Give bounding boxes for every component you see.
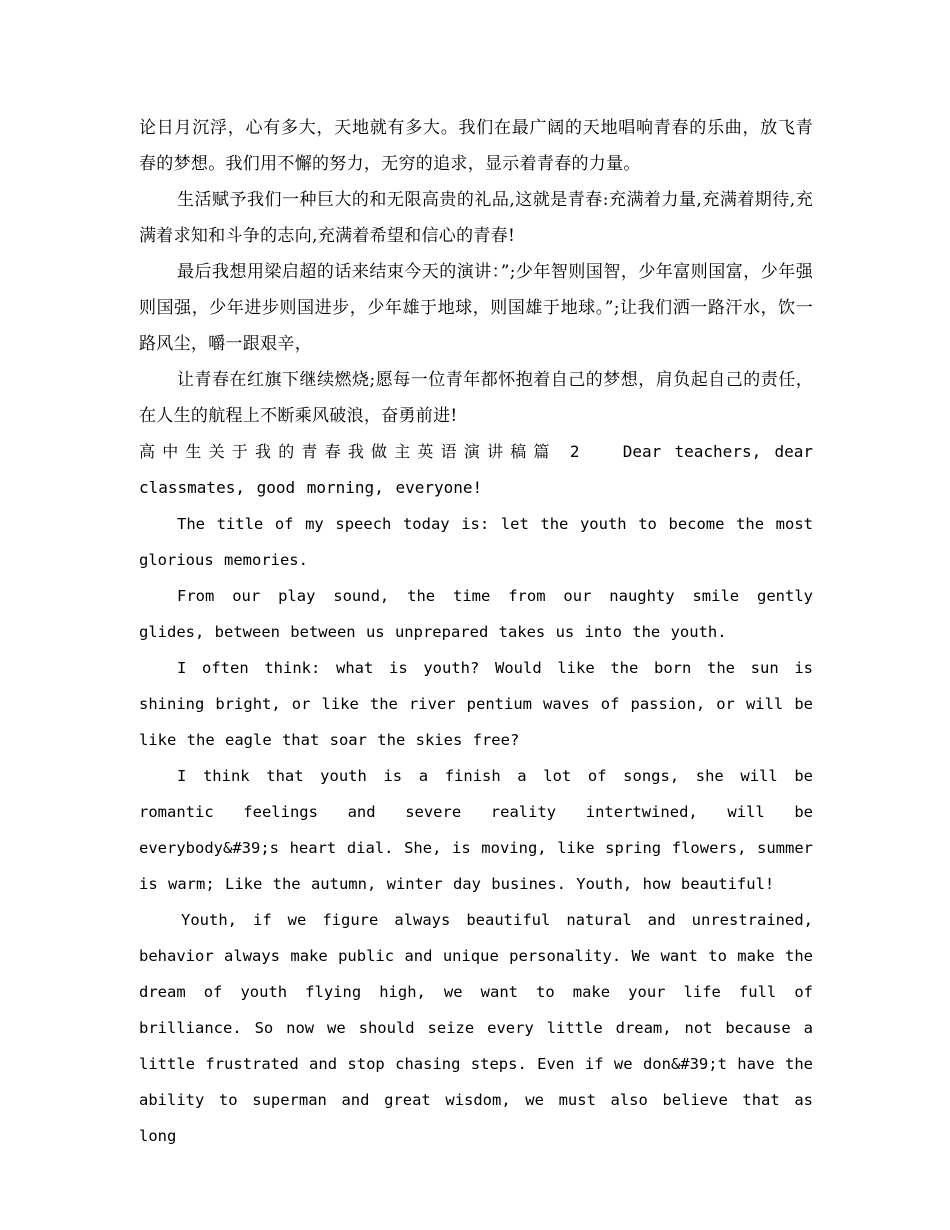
paragraph-en-1: The title of my speech today is: let the youth to become the most glorious memories. <box>139 515 813 569</box>
paragraph-zh-2: 生活赋予我们一种巨大的和无限高贵的礼品,这就是青春:充满着力量,充满着期待,充满着求知和斗争的志向,充满着希望和信心的青春! <box>139 190 813 246</box>
document-page <box>139 110 813 1154</box>
greeting-text: Dear teachers, dear classmates, good morning, everyone! <box>139 442 813 497</box>
paragraph-en-2: From our play sound, the time from our naughty smile gently glides, between between us unprepared takes us into the youth. <box>139 587 813 641</box>
section-heading <box>139 434 813 506</box>
paragraph-en-3: I often think: what is youth? Would like the born the sun is shining bright, or like the river pentium waves of passion, or will be like the eagle that soar the skies free? <box>139 659 813 749</box>
section-title: 高中生关于我的青春我做主英语演讲稿篇 <box>139 442 557 461</box>
paragraph-zh-4: 让青春在红旗下继续燃烧;愿每一位青年都怀抱着自己的梦想，肩负起自己的责任，在人生的航程上不断乘风破浪，奋勇前进! <box>139 370 813 426</box>
section-number: 2 <box>569 442 580 461</box>
paragraph-zh-1: 论日月沉浮，心有多大，天地就有多大。我们在最广阔的天地唱响青春的乐曲，放飞青春的梦想。我们用不懈的努力，无穷的追求，显示着青春的力量。 <box>139 118 813 174</box>
paragraph-en-5: Youth, if we figure always beautiful natural and unrestrained, behavior always make public and unique personality. We want to make the dream of youth flying high, we want to make your life full of brilliance. So now we should seize every little dream, not because a little frustrated and stop chasing steps. Even if we don&#39;t have the ability to superman and great wisdom, we must also believe that as long <box>139 911 813 1145</box>
paragraph-zh-3: 最后我想用梁启超的话来结束今天的演讲：”;少年智则国智，少年富则国富，少年强则国强，少年进步则国进步，少年雄于地球，则国雄于地球。”;让我们洒一路汗水，饮一路风尘，嚼一跟艰辛， <box>139 262 813 354</box>
paragraph-en-4: I think that youth is a finish a lot of songs, she will be romantic feelings and severe reality intertwined, will be everybody&#39;s heart dial. She, is moving, like spring flowers, summer is warm; Like the autumn, winter day busines. Youth, how beautiful! <box>139 767 813 893</box>
